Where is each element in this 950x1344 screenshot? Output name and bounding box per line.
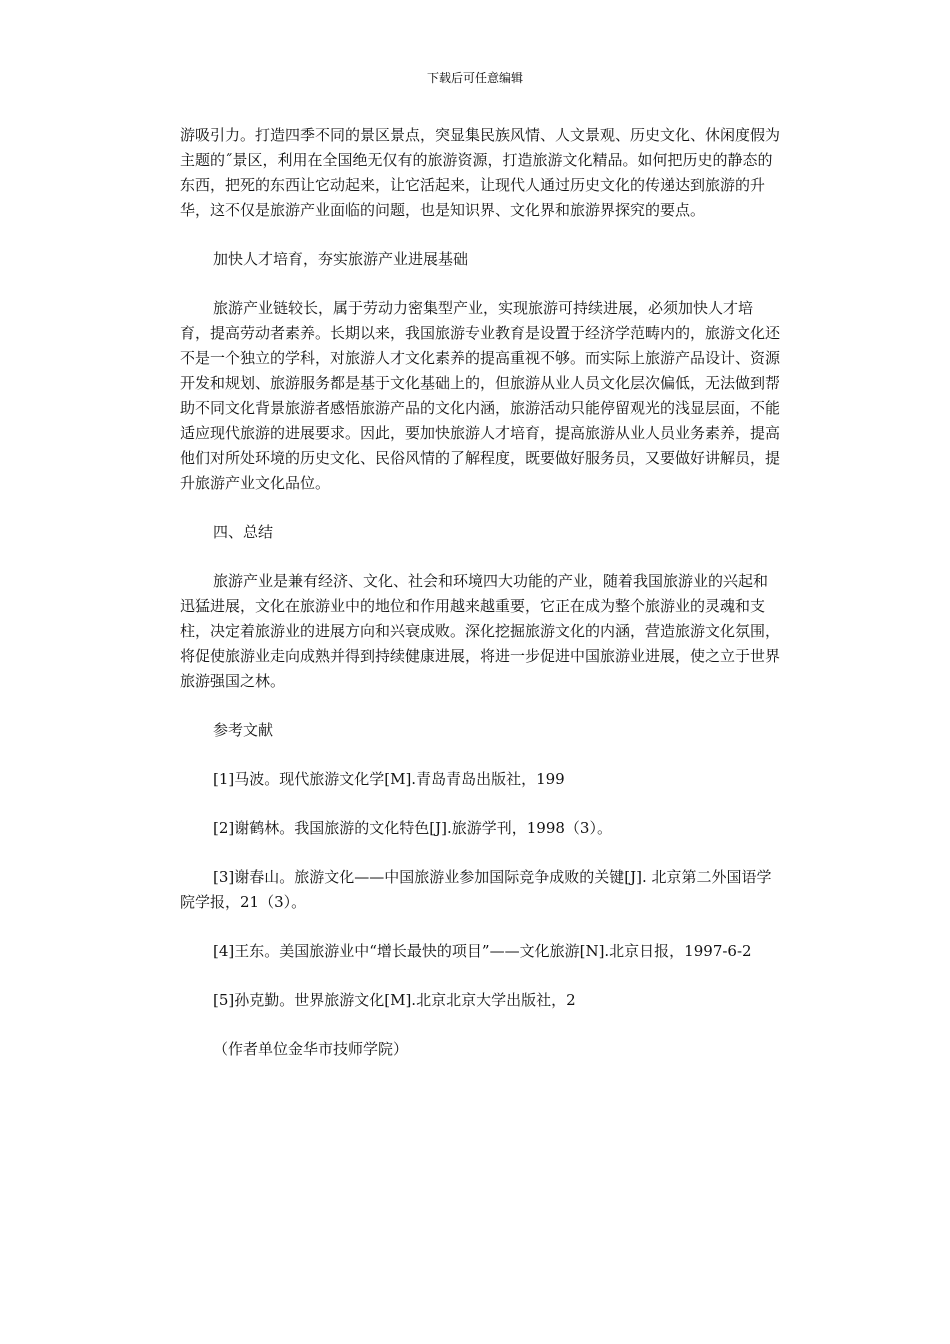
section-heading-summary: 四、总结 (213, 523, 274, 541)
paragraph-intro: 游吸引力。打造四季不同的景区景点，突显集民族风情、人文景观、历史文化、休闲度假为主题的˝景区，利用在全国绝无仅有的旅游资源，打造旅游文化精品。如何把历史的静态的东西，把死的东西让它动起来，让它活起来，让现代人通过历史文化的传递达到旅游的升华，这不仅是旅游产业面临的问题，也是知识界、文化界和旅游界探究的要点。 (180, 126, 781, 219)
section-heading-talent: 加快人才培育，夯实旅游产业进展基础 (213, 250, 469, 268)
reference-item-1: [1]马波。现代旅游文化学[M].青岛青岛出版社，199 (213, 770, 565, 788)
author-affiliation: （作者单位金华市技师学院） (213, 1040, 409, 1058)
references-heading: 参考文献 (213, 721, 274, 739)
page-header: 下载后可任意编辑 (426, 71, 523, 85)
reference-item-4: [4]王东。美国旅游业中“增长最快的项目”——文化旅游[N].北京日报，1997-6-2 (213, 942, 752, 960)
paragraph-summary: 旅游产业是兼有经济、文化、社会和环境四大功能的产业，随着我国旅游业的兴起和迅猛进展，文化在旅游业中的地位和作用越来越重要，它正在成为整个旅游业的灵魂和支柱，决定着旅游业的进展方向和兴衰成败。深化挖掘旅游文化的内涵，营造旅游文化氛围，将促使旅游业走向成熟并得到持续健康进展，将进一步促进中国旅游业进展，使之立于世界旅游强国之林。 (180, 572, 781, 690)
reference-item-2: [2]谢鹤林。我国旅游的文化特色[J].旅游学刊，1998（3）。 (213, 819, 612, 837)
reference-item-3: [3]谢春山。旅游文化——中国旅游业参加国际竞争成败的关键[J]. 北京第二外国语学院学报，21（3）。 (180, 868, 772, 911)
reference-item-5: [5]孙克勤。世界旅游文化[M].北京北京大学出版社，2 (213, 991, 576, 1009)
document-body (180, 123, 780, 1086)
paragraph-talent: 旅游产业链较长，属于劳动力密集型产业，实现旅游可持续进展，必须加快人才培育，提高劳动者素养。长期以来，我国旅游专业教育是设置于经济学范畴内的，旅游文化还不是一个独立的学科，对旅游人才文化素养的提高重视不够。而实际上旅游产品设计、资源开发和规划、旅游服务都是基于文化基础上的，但旅游从业人员文化层次偏低，无法做到帮助不同文化背景旅游者感悟旅游产品的文化内涵，旅游活动只能停留观光的浅显层面，不能适应现代旅游的进展要求。因此，要加快旅游人才培育，提高旅游从业人员业务素养，提高他们对所处环境的历史文化、民俗风情的了解程度，既要做好服务员，又要做好讲解员，提升旅游产业文化品位。 (180, 299, 781, 492)
